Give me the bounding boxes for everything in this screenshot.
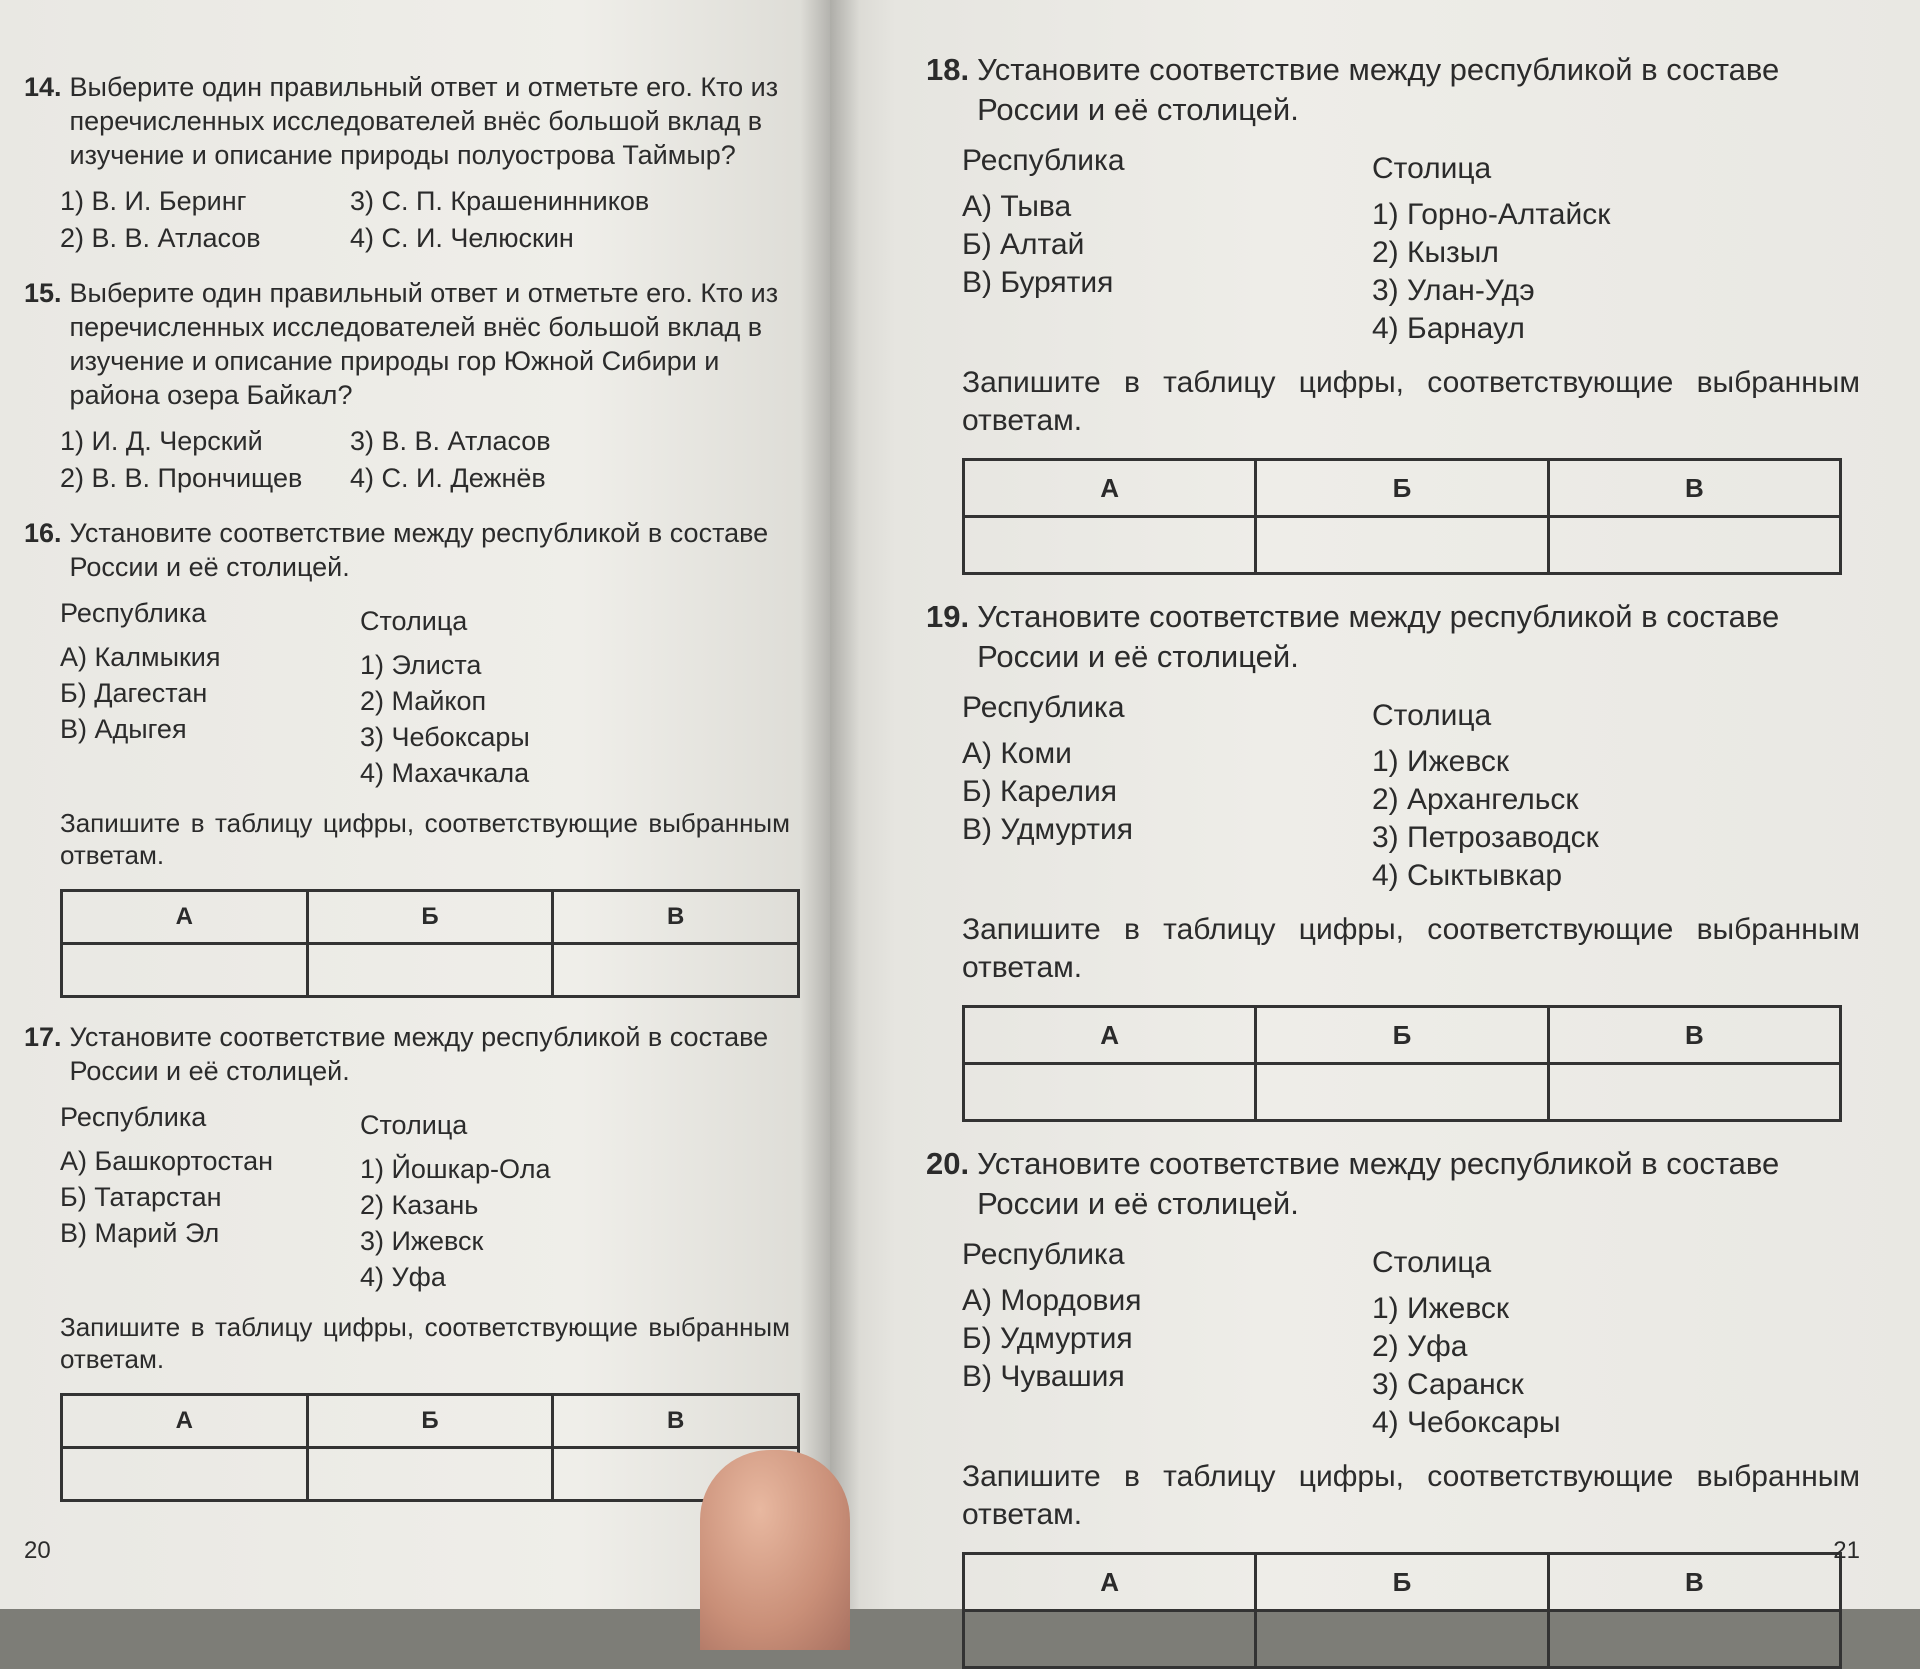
answer-table [60,889,800,998]
answer-cell[interactable] [307,944,553,997]
task-text: Установите соответствие между республикой в составе России и её столицей. [69,1022,769,1086]
answer-cell[interactable] [1256,1064,1548,1121]
capital-header: Столица [1372,152,1492,185]
capital-item: 3) Улан-Удэ [1372,274,1535,307]
matching-columns [962,1238,1860,1442]
left-page [0,0,830,1609]
page-number: 20 [24,1537,51,1564]
task-14 [24,70,790,254]
answer-table [962,1005,1842,1122]
task-number: 15. [24,278,62,308]
capital-item: 1) Ижевск [1372,1292,1510,1325]
table-header-b: Б [307,891,553,944]
task-text: Установите соответствие между республикой в составе России и её столицей. [977,52,1780,127]
option[interactable]: 1) И. Д. Черский [60,426,263,456]
task-text: Установите соответствие между республикой в составе России и её столицей. [977,599,1780,674]
answer-table [962,1552,1842,1669]
capital-item: 3) Ижевск [360,1226,484,1256]
table-header-v: В [1548,1007,1840,1064]
table-header-a: А [964,1007,1256,1064]
table-header-a: А [964,460,1256,517]
capital-item: 2) Кызыл [1372,236,1499,269]
option[interactable]: 4) С. И. Дежнёв [350,463,546,493]
republic-item: А) Тыва [962,190,1072,223]
capital-header: Столица [1372,1246,1492,1279]
instruction-text: Запишите в таблицу цифры, соответствующие выбранным ответам. [962,1460,1860,1531]
answer-options [60,186,790,254]
matching-columns [962,691,1860,895]
option[interactable]: 4) С. И. Челюскин [350,223,574,253]
table-header-a: А [62,891,308,944]
republic-header: Республика [60,1102,207,1132]
table-header-v: В [1548,460,1840,517]
capital-item: 1) Горно-Алтайск [1372,198,1611,231]
answer-cell[interactable] [964,517,1256,574]
republic-item: Б) Дагестан [60,678,208,708]
task-number: 20. [926,1146,970,1181]
table-header-b: Б [1256,1554,1548,1611]
capital-header: Столица [1372,699,1492,732]
republic-item: А) Калмыкия [60,642,221,672]
option[interactable]: 2) В. В. Атласов [60,223,261,253]
page-number: 21 [1833,1537,1860,1564]
capital-item: 4) Сыктывкар [1372,859,1563,892]
task-text: Выберите один правильный ответ и отметьте его. Кто из перечисленных исследователей внёс большой вклад в изучение и описание природы гор Южной Сибири и района озера Байкал? [69,278,779,410]
capital-item: 3) Саранск [1372,1368,1524,1401]
table-header-v: В [553,1395,799,1448]
republic-item: В) Адыгея [60,714,187,744]
task-18 [926,50,1860,575]
matching-columns [60,1102,790,1295]
capital-item: 4) Махачкала [360,758,530,788]
table-header-b: Б [307,1395,553,1448]
capital-item: 2) Уфа [1372,1330,1468,1363]
capital-item: 2) Майкоп [360,686,487,716]
task-17 [24,1020,790,1502]
table-header-v: В [1548,1554,1840,1611]
task-number: 18. [926,52,970,87]
answer-cell[interactable] [307,1448,553,1501]
task-text: Установите соответствие между республикой в составе России и её столицей. [977,1146,1780,1221]
thumb [700,1450,850,1650]
task-16 [24,516,790,998]
task-number: 19. [926,599,970,634]
answer-cell[interactable] [964,1611,1256,1668]
instruction-text: Запишите в таблицу цифры, соответствующие выбранным ответам. [60,808,790,870]
republic-item: Б) Татарстан [60,1182,222,1212]
answer-table [60,1393,800,1502]
capital-item: 1) Йошкар-Ола [360,1154,551,1184]
republic-header: Республика [962,1238,1125,1271]
task-15 [24,276,790,494]
republic-item: В) Бурятия [962,266,1114,299]
answer-cell[interactable] [1548,1064,1840,1121]
republic-item: А) Башкортостан [60,1146,274,1176]
capital-item: 4) Барнаул [1372,312,1525,345]
option[interactable]: 3) С. П. Крашенинников [350,186,650,216]
instruction-text: Запишите в таблицу цифры, соответствующие выбранным ответам. [962,913,1860,984]
instruction-text: Запишите в таблицу цифры, соответствующие выбранным ответам. [962,366,1860,437]
republic-item: В) Чувашия [962,1360,1125,1393]
answer-cell[interactable] [1548,1611,1840,1668]
task-number: 17. [24,1022,62,1052]
capital-item: 3) Чебоксары [360,722,530,752]
capital-item: 3) Петрозаводск [1372,821,1599,854]
task-20 [926,1144,1860,1669]
table-header-v: В [553,891,799,944]
capital-item: 2) Архангельск [1372,783,1579,816]
table-header-b: Б [1256,460,1548,517]
right-page [830,0,1920,1609]
option[interactable]: 2) В. В. Прончищев [60,463,303,493]
task-text: Выберите один правильный ответ и отметьте его. Кто из перечисленных исследователей внёс большой вклад в изучение и описание природы полуострова Таймыр? [69,72,779,170]
capital-header: Столица [360,1110,468,1140]
matching-columns [60,598,790,791]
capital-item: 2) Казань [360,1190,479,1220]
answer-cell[interactable] [1548,517,1840,574]
book-spine-shadow [800,0,860,1609]
republic-header: Республика [60,598,207,628]
answer-cell[interactable] [62,1448,308,1501]
instruction-text: Запишите в таблицу цифры, соответствующие выбранным ответам. [60,1312,790,1374]
answer-cell[interactable] [1256,517,1548,574]
capital-header: Столица [360,606,468,636]
task-text: Установите соответствие между республикой в составе России и её столицей. [69,518,769,582]
capital-item: 4) Чебоксары [1372,1406,1561,1439]
option[interactable]: 1) В. И. Беринг [60,186,247,216]
option[interactable]: 3) В. В. Атласов [350,426,551,456]
table-header-b: Б [1256,1007,1548,1064]
capital-item: 1) Ижевск [1372,745,1510,778]
capital-item: 1) Элиста [360,650,482,680]
republic-header: Республика [962,691,1125,724]
matching-columns [962,144,1860,348]
answer-cell[interactable] [62,944,308,997]
task-number: 14. [24,72,62,102]
answer-cell[interactable] [964,1064,1256,1121]
republic-item: В) Марий Эл [60,1218,220,1248]
answer-options [60,426,790,494]
republic-item: А) Коми [962,737,1072,770]
task-19 [926,597,1860,1122]
republic-item: Б) Алтай [962,228,1085,261]
republic-header: Республика [962,144,1125,177]
table-header-a: А [62,1395,308,1448]
republic-item: А) Мордовия [962,1284,1142,1317]
capital-item: 4) Уфа [360,1262,446,1292]
republic-item: В) Удмуртия [962,813,1133,846]
republic-item: Б) Удмуртия [962,1322,1133,1355]
answer-cell[interactable] [1256,1611,1548,1668]
answer-cell[interactable] [553,944,799,997]
table-header-a: А [964,1554,1256,1611]
task-number: 16. [24,518,62,548]
answer-table [962,458,1842,575]
republic-item: Б) Карелия [962,775,1118,808]
